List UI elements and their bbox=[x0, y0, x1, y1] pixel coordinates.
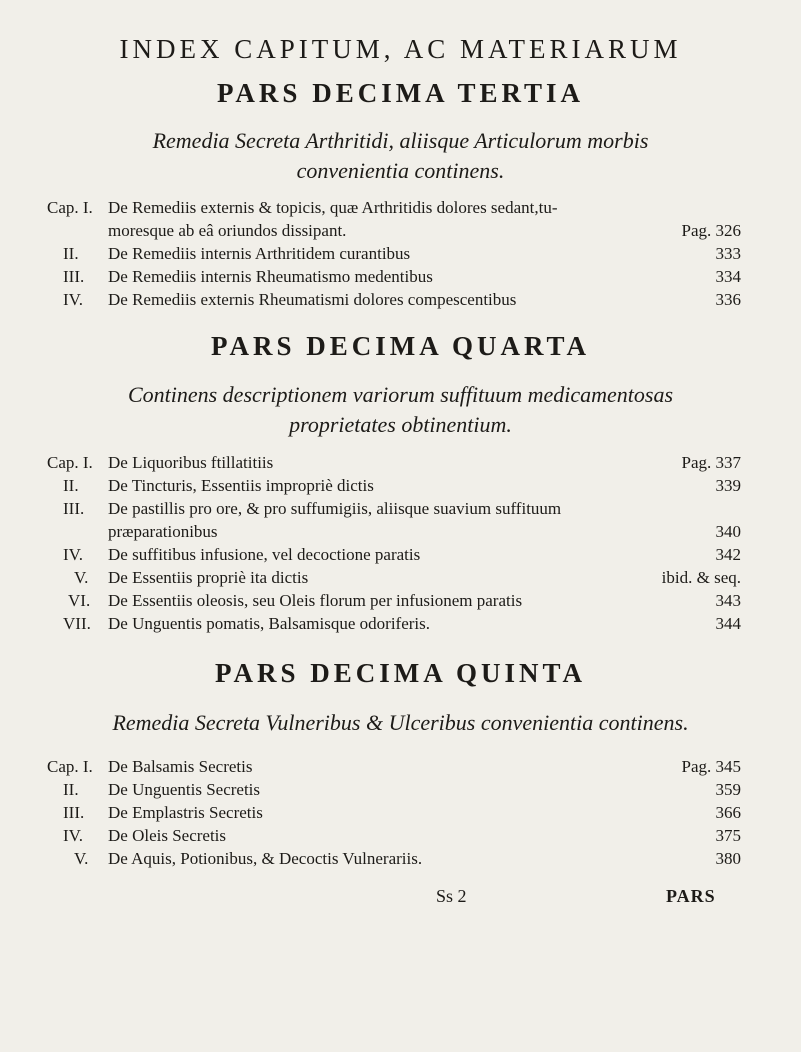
toc-entry bbox=[0, 779, 801, 801]
chapter-title: De Liquoribus ftillatitiis bbox=[108, 453, 274, 472]
chapter-title: De Balsamis Secretis bbox=[108, 757, 253, 776]
toc-entry bbox=[0, 590, 801, 612]
page-reference: Pag. 337 bbox=[681, 453, 741, 472]
page-reference: 359 bbox=[715, 780, 741, 799]
chapter-number: II. bbox=[63, 244, 79, 263]
section-title-quarta: PARS DECIMA QUARTA bbox=[210, 331, 591, 361]
chapter-number: VII. bbox=[63, 614, 91, 633]
chapter-number: IV. bbox=[63, 826, 83, 845]
chapter-title: De suffitibus infusione, vel decoctione paratis bbox=[108, 545, 421, 564]
page-reference: 333 bbox=[715, 244, 741, 263]
toc-entry bbox=[0, 475, 801, 497]
toc-entry-continuation bbox=[0, 521, 801, 543]
chapter-number: III. bbox=[63, 267, 85, 286]
page-reference: 380 bbox=[715, 849, 741, 868]
chapter-number: III. bbox=[63, 499, 85, 518]
section-subtitle-quarta-line1: Continens descriptionem variorum suffituum medicamentosas bbox=[127, 382, 674, 407]
page-footer bbox=[0, 886, 801, 910]
signature-mark: Ss 2 bbox=[436, 886, 467, 906]
chapter-title: De Unguentis Secretis bbox=[108, 780, 261, 799]
chapter-title: De Aquis, Potionibus, & Decoctis Vulnerariis. bbox=[108, 849, 423, 868]
page-reference: 344 bbox=[715, 614, 741, 633]
toc-entry bbox=[0, 825, 801, 847]
page-reference: 366 bbox=[715, 803, 741, 822]
chapter-title-continuation: moresque ab eâ oriundos dissipant. bbox=[108, 221, 347, 240]
chapter-number: Cap. I. bbox=[47, 757, 93, 776]
toc-entry bbox=[0, 289, 801, 311]
toc-entry bbox=[0, 452, 801, 474]
toc-entry bbox=[0, 756, 801, 778]
toc-entry bbox=[0, 243, 801, 265]
chapter-title: De Tincturis, Essentiis impropriè dictis bbox=[108, 476, 374, 495]
page-reference: Pag. 326 bbox=[681, 221, 741, 240]
page-reference: 340 bbox=[715, 522, 741, 541]
toc-entry bbox=[0, 848, 801, 870]
catchword: PARS bbox=[666, 886, 716, 906]
section-title-quinta: PARS DECIMA QUINTA bbox=[214, 658, 587, 688]
page-reference: ibid. & seq. bbox=[661, 568, 741, 587]
chapter-number: Cap. I. bbox=[47, 453, 93, 472]
page-reference: 334 bbox=[715, 267, 741, 286]
running-head: INDEX CAPITUM, AC MATERIARUM bbox=[119, 34, 682, 64]
chapter-title-continuation: præparationibus bbox=[108, 522, 218, 541]
toc-entry bbox=[0, 197, 801, 219]
chapter-title: De Remediis internis Arthritidem curantibus bbox=[108, 244, 411, 263]
toc-entry bbox=[0, 544, 801, 566]
toc-entry bbox=[0, 613, 801, 635]
chapter-number: VI. bbox=[68, 591, 91, 610]
page-reference: Pag. 345 bbox=[681, 757, 741, 776]
chapter-title: De Essentiis propriè ita dictis bbox=[108, 568, 309, 587]
page-reference: 336 bbox=[715, 290, 741, 309]
page-reference: 343 bbox=[715, 591, 741, 610]
page-reference: 339 bbox=[715, 476, 741, 495]
chapter-title: De Essentiis oleosis, seu Oleis florum per infusionem paratis bbox=[108, 591, 523, 610]
page-reference: 342 bbox=[715, 545, 741, 564]
section-title-tertia: PARS DECIMA TERTIA bbox=[216, 78, 585, 108]
section-subtitle-tertia-line2: convenientia continens. bbox=[296, 158, 505, 183]
section-subtitle-tertia-line1: Remedia Secreta Arthritidi, aliisque Articulorum morbis bbox=[152, 128, 649, 153]
chapter-number: IV. bbox=[63, 545, 83, 564]
section-subtitle-quarta-line2: proprietates obtinentium. bbox=[289, 412, 512, 437]
toc-entry bbox=[0, 266, 801, 288]
chapter-title: De Unguentis pomatis, Balsamisque odoriferis. bbox=[108, 614, 431, 633]
toc-entry bbox=[0, 567, 801, 589]
chapter-title: De Emplastris Secretis bbox=[108, 803, 263, 822]
chapter-number: II. bbox=[63, 780, 79, 799]
chapter-number: II. bbox=[63, 476, 79, 495]
page-reference: 375 bbox=[715, 826, 741, 845]
chapter-title: De Remediis externis Rheumatismi dolores compescentibus bbox=[108, 290, 517, 309]
chapter-number: III. bbox=[63, 803, 85, 822]
toc-entry bbox=[0, 498, 801, 520]
chapter-title: De pastillis pro ore, & pro suffumigiis, aliisque suavium suffituum bbox=[108, 499, 562, 518]
chapter-title: De Oleis Secretis bbox=[108, 826, 227, 845]
chapter-number: IV. bbox=[63, 290, 83, 309]
toc-entry-continuation bbox=[0, 220, 801, 242]
chapter-number: V. bbox=[74, 849, 89, 868]
chapter-title: De Remediis internis Rheumatismo medentibus bbox=[108, 267, 433, 286]
toc-entry bbox=[0, 802, 801, 824]
chapter-number: V. bbox=[74, 568, 89, 587]
section-subtitle-quinta-line1: Remedia Secreta Vulneribus & Ulceribus convenientia continens. bbox=[112, 710, 689, 735]
chapter-number: Cap. I. bbox=[47, 198, 93, 217]
chapter-title: De Remediis externis & topicis, quæ Arthritidis dolores sedant,tu- bbox=[108, 198, 558, 217]
